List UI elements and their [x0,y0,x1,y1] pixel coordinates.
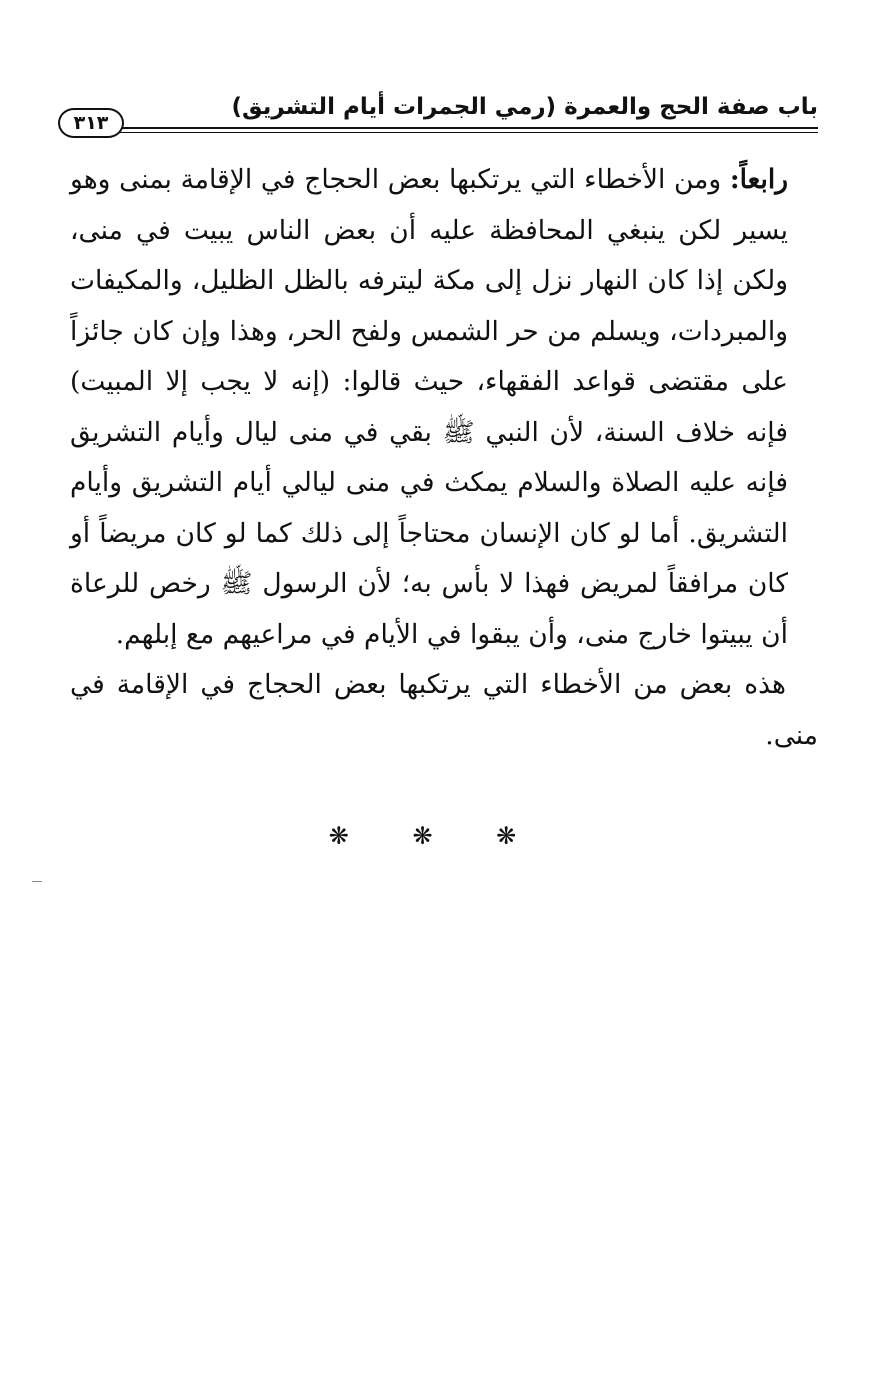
header-rule-thin [120,132,818,133]
scan-edge-mark [32,881,42,882]
page-number: ٣١٣ [58,108,124,138]
chapter-title: باب صفة الحج والعمرة (رمي الجمرات أيام التشريق) [231,94,818,120]
section-lead: رابعاً: [729,164,788,195]
section-separator: ❋ ❋ ❋ [328,822,545,850]
header-rule [120,127,818,129]
paragraph [70,155,818,660]
paragraph-text: ومن الأخطاء التي يرتكبها بعض الحجاج في الإقامة بمنى وهو يسير لكن ينبغي المحافظة عليه أن بعض الناس يبيت في منى، ولكن إذا كان النهار نزل إلى مكة ليترفه بالظل الظليل، والمكيفات والمبردات، ويسلم من حر الشمس ولفح الحر، وهذا وإن كان جائزاً على مقتضى قواعد الفقهاء، حيث قالوا: (إنه لا يجب إلا المبيت) فإنه خلاف السنة، لأن النبي ﷺ بقي في منى ليال وأيام التشريق فإنه عليه الصلاة والسلام يمكث في منى ليالي أيام التشريق وأيام التشريق. أما لو كان الإنسان محتاجاً إلى ذلك كما لو كان مريضاً أو كان مرافقاً لمريض فهذا لا بأس به؛ لأن الرسول ﷺ رخص للرعاة أن يبيتوا خارج منى، وأن يبقوا في الأيام في مراعيهم مع إبلهم. [70,164,788,650]
paragraph-text: هذه بعض من الأخطاء التي يرتكبها بعض الحجاج في الإقامة في منى. [70,669,818,751]
running-header [58,92,818,142]
main-text [70,155,818,761]
paragraph [70,660,818,761]
